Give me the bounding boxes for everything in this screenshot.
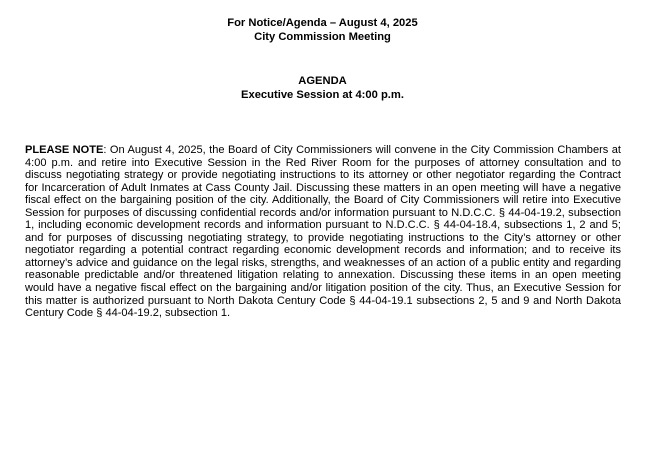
meeting-name-line: City Commission Meeting [254,30,391,43]
executive-session-time: Executive Session at 4:00 p.m. [241,88,404,101]
notice-date-line: For Notice/Agenda – August 4, 2025 [227,17,418,29]
notice-body-text: : On August 4, 2025, the Board of City Commissioners will convene in the City Commission Chambers at 4:00 p.m. and retire into Executive Session in the Red River Room for the purposes of attorney consultation and to discuss negotiating strategy or provide negotiating instructions to its attorney or other negotiator regarding the Contract for Incarceration of Adult Inmates at Cass County Jail. Discussing these matters in an open meeting will have a negative fiscal effect on the bargaining position of the city. Additionally, the Board of City Commissioners will retire into Executive Session for purposes of discussing confidential records and/or information pursuant to N.D.C.C. § 44-04-19.2, subsection 1, including economic development records and information pursuant to N.D.C.C. § 44-04-18.4, subsections 1, 2 and 5; and for purposes of discussing negotiating strategy, to provide negotiating instructions to the City’s attorney or other negotiator regarding a potential contract regarding economic development records and information; and to receive its attorney’s advice and guidance on the legal risks, strengths, and weaknesses of an action of a public entity and regarding reasonable predictable and/or threatened litigation relating to annexation. Discussing these items in an open meeting would have a negative fiscal effect on the bargaining and/or litigation position of the city. Thus, an Executive Session for this matter is authorized pursuant to North Dakota Century Code § 44-04-19.1 subsections 2, 5 and 9 and North Dakota Century Code § 44-04-19.2, subsection 1. [25,144,621,320]
agenda-header [0,75,645,102]
notice-paragraph [25,144,621,320]
notice-header [0,17,645,44]
agenda-title: AGENDA [298,75,347,87]
please-note-label: PLEASE NOTE [25,144,104,156]
